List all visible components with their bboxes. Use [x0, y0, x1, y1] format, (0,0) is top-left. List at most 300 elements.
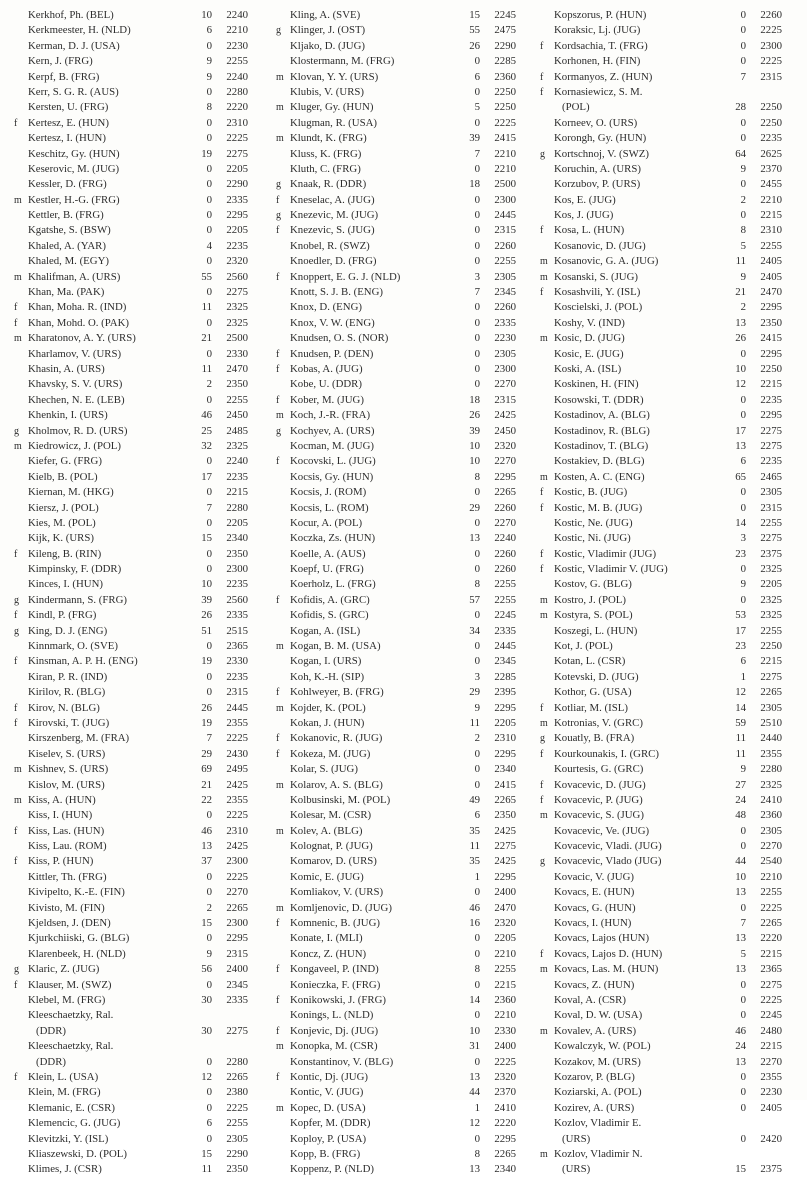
player-name: Konikowski, J. (FRG): [290, 994, 386, 1006]
list-item: [540, 85, 802, 100]
list-item: [540, 177, 802, 192]
games-count: 0: [474, 778, 480, 791]
list-item: [540, 516, 802, 531]
player-name: Kestler, H.-G. (FRG): [28, 193, 120, 206]
player-name: Kerr, S. G. R. (AUS): [28, 85, 119, 98]
list-item: [540, 223, 802, 238]
list-item: [276, 285, 538, 300]
games-count: 0: [740, 24, 746, 37]
list-item: [540, 116, 802, 131]
list-item: [14, 393, 272, 408]
rating-value: 2270: [494, 378, 516, 391]
player-name: Kos, E. (JUG): [554, 193, 616, 206]
list-item: [276, 100, 538, 115]
list-item: [276, 624, 538, 639]
list-item: [276, 562, 538, 577]
games-count: 0: [206, 132, 212, 145]
list-item: [540, 208, 802, 223]
player-name: Koerholz, L. (FRG): [290, 578, 376, 591]
player-name: Kornasiewicz, S. M.: [554, 85, 643, 98]
games-count: 11: [201, 301, 212, 314]
games-count: 9: [740, 270, 746, 283]
title-prefix: m: [540, 471, 548, 483]
rating-value: 2375: [760, 547, 782, 560]
title-prefix: f: [276, 918, 280, 930]
list-item: [540, 931, 802, 946]
games-count: 11: [469, 840, 480, 853]
rating-value: 2315: [226, 947, 248, 960]
rating-value: 2260: [494, 501, 516, 514]
rating-value: 2225: [760, 994, 782, 1006]
rating-value: 2225: [494, 116, 516, 129]
list-item: [14, 577, 272, 592]
player-name: Kiernan, M. (HKG): [28, 486, 114, 499]
list-item: [540, 239, 802, 254]
title-prefix: g: [14, 625, 19, 637]
rating-value: 2320: [494, 439, 516, 452]
title-prefix: m: [540, 810, 548, 822]
player-name: Kettler, B. (FRG): [28, 209, 104, 222]
rating-value: 2365: [226, 640, 248, 653]
games-count: 9: [474, 701, 480, 714]
player-name: Kotliar, M. (ISL): [554, 701, 628, 714]
rating-value: 2345: [226, 978, 248, 991]
title-prefix: m: [14, 333, 22, 345]
rating-value: 2500: [226, 332, 248, 345]
games-count: 13: [735, 932, 746, 945]
rating-value: 2210: [760, 193, 782, 206]
list-item: [276, 300, 538, 315]
title-prefix: f: [540, 564, 544, 576]
player-name: Kern, J. (FRG): [28, 55, 93, 68]
games-count: 12: [735, 686, 746, 699]
games-count: 8: [474, 1147, 480, 1160]
player-name: Konstantinov, V. (BLG): [290, 1055, 394, 1068]
player-name: Kostakiev, D. (BLG): [554, 455, 645, 468]
list-item: [14, 23, 272, 38]
rating-value: 2215: [760, 655, 782, 668]
player-name: Kormanyos, Z. (HUN): [554, 70, 653, 83]
list-item: [276, 439, 538, 454]
title-prefix: f: [540, 86, 544, 98]
rating-value: 2360: [494, 994, 516, 1006]
title-prefix: g: [276, 179, 281, 191]
rating-value: 2325: [760, 778, 782, 791]
list-item: [14, 608, 272, 623]
player-name: Komic, E. (JUG): [290, 870, 364, 883]
games-count: 65: [735, 470, 746, 483]
title-prefix: m: [14, 764, 22, 776]
rating-value: 2255: [494, 578, 516, 591]
list-item: [276, 993, 538, 1008]
list-item: [540, 870, 802, 885]
list-item: [540, 993, 802, 1008]
games-count: 25: [201, 424, 212, 437]
title-prefix: m: [276, 641, 284, 653]
player-name: Kobas, A. (JUG): [290, 362, 363, 375]
title-prefix: f: [276, 733, 280, 745]
games-count: 0: [474, 362, 480, 375]
games-count: 8: [474, 963, 480, 976]
list-item: [14, 562, 272, 577]
player-name: Kosten, A. C. (ENG): [554, 470, 645, 483]
games-count: 0: [206, 516, 212, 529]
player-name: Kostyra, S. (POL): [554, 609, 633, 622]
games-count: 0: [740, 1101, 746, 1114]
list-item: [276, 501, 538, 516]
title-prefix: f: [14, 548, 18, 560]
list-item: [540, 916, 802, 931]
player-name: Knox, V. W. (ENG): [290, 316, 375, 329]
rating-value: 2235: [760, 393, 782, 406]
games-count: 6: [740, 455, 746, 468]
games-count: 0: [740, 486, 746, 499]
games-count: 24: [735, 793, 746, 806]
player-name: Korzubov, P. (URS): [554, 178, 641, 191]
games-count: 0: [740, 178, 746, 191]
games-count: 8: [474, 470, 480, 483]
player-name: (DDR): [36, 1024, 66, 1037]
rating-value: 2625: [760, 147, 782, 160]
player-name: Kling, A. (SVE): [290, 9, 361, 21]
games-count: 0: [474, 747, 480, 760]
player-name: Komliakov, V. (URS): [290, 886, 384, 899]
title-prefix: m: [14, 440, 22, 452]
list-item: [276, 270, 538, 285]
list-item: [540, 670, 802, 685]
rating-value: 2280: [226, 1055, 248, 1068]
rating-value: 2325: [226, 316, 248, 329]
player-name: Knezevic, S. (JUG): [290, 224, 375, 237]
player-name: Kourtesis, G. (GRC): [554, 763, 644, 776]
list-item: [14, 162, 272, 177]
list-item: [540, 439, 802, 454]
player-name: Kovacs, Z. (HUN): [554, 978, 635, 991]
player-name: Korneev, O. (URS): [554, 116, 638, 129]
list-item: [540, 747, 802, 762]
games-count: 7: [206, 501, 212, 514]
rating-value: 2215: [494, 978, 516, 991]
player-name: Kovacevic, D. (JUG): [554, 778, 646, 791]
games-count: 10: [201, 9, 212, 21]
player-name: Kojder, K. (POL): [290, 701, 366, 714]
games-count: 0: [474, 886, 480, 899]
player-name: Kirszenberg, M. (FRA): [28, 732, 130, 745]
player-name: Kobe, U. (DDR): [290, 378, 362, 391]
player-name: Kindermann, S. (FRG): [28, 593, 127, 606]
games-count: 0: [474, 1009, 480, 1022]
list-item: [14, 516, 272, 531]
rating-value: 2275: [760, 532, 782, 545]
title-prefix: f: [540, 702, 544, 714]
rating-value: 2275: [226, 147, 248, 160]
rating-value: 2425: [494, 409, 516, 422]
list-item: [540, 1116, 802, 1131]
games-count: 21: [201, 332, 212, 345]
rating-value: 2315: [760, 70, 782, 83]
rating-value: 2290: [226, 178, 248, 191]
list-item: [276, 778, 538, 793]
rating-value: 2250: [760, 101, 782, 114]
list-item: [276, 639, 538, 654]
player-name: Kovacevic, Vladi. (JUG): [554, 840, 662, 853]
games-count: 13: [735, 316, 746, 329]
player-name: Kocur, A. (POL): [290, 516, 363, 529]
title-prefix: m: [540, 1025, 548, 1037]
list-item: [276, 916, 538, 931]
list-item: [14, 901, 272, 916]
list-item: [276, 962, 538, 977]
games-count: 6: [206, 1117, 212, 1130]
games-count: 46: [201, 824, 212, 837]
rating-value: 2235: [226, 470, 248, 483]
list-item: [276, 762, 538, 777]
list-item: [14, 778, 272, 793]
rating-value: 2265: [226, 901, 248, 914]
player-name: Kofidis, A. (GRC): [290, 593, 370, 606]
list-item: [276, 947, 538, 962]
rating-value: 2405: [760, 270, 782, 283]
player-name: Klovan, Y. Y. (URS): [290, 70, 379, 83]
list-item: [276, 885, 538, 900]
list-item: [276, 547, 538, 562]
games-count: 0: [206, 932, 212, 945]
player-name: Khasin, A. (URS): [28, 362, 105, 375]
list-item: [540, 54, 802, 69]
player-name: Kotevski, D. (JUG): [554, 670, 639, 683]
games-count: 17: [201, 470, 212, 483]
games-count: 3: [474, 670, 480, 683]
games-count: 6: [474, 809, 480, 822]
list-item: [276, 347, 538, 362]
games-count: 6: [740, 655, 746, 668]
player-name: Kohlweyer, B. (FRG): [290, 686, 384, 699]
games-count: 17: [735, 624, 746, 637]
rating-value: 2275: [226, 286, 248, 299]
rating-value: 2340: [494, 1163, 516, 1176]
games-count: 9: [740, 578, 746, 591]
games-count: 0: [740, 1132, 746, 1145]
games-count: 0: [206, 393, 212, 406]
player-name: Kiss, Lau. (ROM): [28, 840, 107, 853]
list-item: [276, 85, 538, 100]
games-count: 12: [201, 1070, 212, 1083]
player-name: Kinnmark, O. (SVE): [28, 640, 118, 653]
games-count: 6: [206, 24, 212, 37]
games-count: 15: [469, 9, 480, 21]
title-prefix: g: [14, 425, 19, 437]
games-count: 0: [206, 455, 212, 468]
games-count: 21: [201, 778, 212, 791]
title-prefix: g: [14, 594, 19, 606]
player-name: Kjurkchiiski, G. (BLG): [28, 932, 130, 945]
list-item: [14, 747, 272, 762]
list-item: [276, 1116, 538, 1131]
rating-value: 2355: [760, 1070, 782, 1083]
player-name: Kostov, G. (BLG): [554, 578, 632, 591]
list-item: [14, 470, 272, 485]
rating-value: 2410: [494, 1101, 516, 1114]
rating-value: 2230: [494, 332, 516, 345]
player-name: Kovacs, G. (HUN): [554, 901, 636, 914]
player-name: Kleeschaetzky, Ral.: [28, 1040, 114, 1053]
list-item: [540, 731, 802, 746]
rating-value: 2425: [226, 840, 248, 853]
games-count: 11: [201, 362, 212, 375]
games-count: 23: [735, 547, 746, 560]
rating-value: 2215: [760, 378, 782, 391]
games-count: 44: [735, 855, 746, 868]
games-count: 0: [474, 563, 480, 576]
player-name: Komljenovic, D. (JUG): [290, 901, 392, 914]
list-item: [14, 978, 272, 993]
player-name: Kosanski, S. (JUG): [554, 270, 638, 283]
list-item: [276, 901, 538, 916]
list-item: [540, 824, 802, 839]
title-prefix: f: [14, 979, 18, 991]
rating-value: 2255: [226, 393, 248, 406]
list-item: [276, 701, 538, 716]
games-count: 10: [735, 870, 746, 883]
player-name: Koczka, Zs. (HUN): [290, 532, 376, 545]
rating-value: 2295: [494, 1132, 516, 1145]
list-item: [540, 701, 802, 716]
player-name: Kostic, B. (JUG): [554, 486, 628, 499]
rating-value: 2215: [760, 209, 782, 222]
games-count: 27: [735, 778, 746, 791]
title-prefix: f: [276, 748, 280, 760]
player-name: Khechen, N. E. (LEB): [28, 393, 125, 406]
player-name: Kothor, G. (USA): [554, 686, 632, 699]
rating-value: 2295: [494, 747, 516, 760]
title-prefix: m: [276, 1041, 284, 1053]
list-item: [14, 377, 272, 392]
player-name: Kielb, B. (POL): [28, 470, 98, 483]
games-count: 26: [469, 409, 480, 422]
games-count: 34: [469, 624, 480, 637]
list-item: [540, 1101, 802, 1116]
games-count: 35: [469, 855, 480, 868]
games-count: 35: [469, 824, 480, 837]
games-count: 0: [474, 193, 480, 206]
list-item: [540, 193, 802, 208]
rating-value: 2290: [494, 39, 516, 52]
player-name: Konopka, M. (CSR): [290, 1040, 378, 1053]
rating-value: 2275: [760, 978, 782, 991]
games-count: 0: [474, 116, 480, 129]
list-item: [540, 654, 802, 669]
player-name: Konate, I. (MLI): [290, 932, 363, 945]
title-prefix: g: [540, 733, 545, 745]
rating-value: 2295: [226, 209, 248, 222]
games-count: 51: [201, 624, 212, 637]
player-name: Kofidis, S. (GRC): [290, 609, 369, 622]
title-prefix: m: [540, 333, 548, 345]
list-item: [540, 1162, 802, 1177]
list-item: [276, 408, 538, 423]
games-count: 9: [740, 763, 746, 776]
list-item: [540, 131, 802, 146]
player-name: Koepf, U. (FRG): [290, 563, 364, 576]
title-prefix: f: [276, 456, 280, 468]
list-item: [276, 1101, 538, 1116]
games-count: 13: [469, 1070, 480, 1083]
games-count: 64: [735, 147, 746, 160]
games-count: 46: [469, 901, 480, 914]
rating-value: 2295: [760, 347, 782, 360]
rating-value: 2470: [494, 901, 516, 914]
player-name: Kovacs, E. (HUN): [554, 886, 635, 899]
player-name: Konieczka, F. (FRG): [290, 978, 381, 991]
list-item: [14, 454, 272, 469]
list-item: [14, 208, 272, 223]
rating-value: 2220: [226, 101, 248, 114]
rating-value: 2450: [226, 409, 248, 422]
title-prefix: f: [14, 1071, 18, 1083]
player-name: Kiersz, J. (POL): [28, 501, 99, 514]
list-item: [14, 1162, 272, 1177]
list-item: [540, 501, 802, 516]
rating-value: 2220: [760, 932, 782, 945]
list-item: [14, 439, 272, 454]
rating-value: 2265: [760, 917, 782, 930]
games-count: 14: [735, 701, 746, 714]
games-count: 0: [206, 178, 212, 191]
list-item: [14, 1132, 272, 1147]
rating-value: 2560: [226, 593, 248, 606]
title-prefix: g: [540, 856, 545, 868]
player-name: Kies, M. (POL): [28, 516, 96, 529]
list-item: [14, 331, 272, 346]
list-item: [540, 901, 802, 916]
player-name: Koshy, V. (IND): [554, 316, 625, 329]
title-prefix: f: [540, 287, 544, 299]
games-count: 0: [206, 978, 212, 991]
list-item: [540, 978, 802, 993]
player-name: Keserovic, M. (JUG): [28, 162, 120, 175]
list-item: [14, 193, 272, 208]
games-count: 9: [206, 947, 212, 960]
player-name: Kleeschaetzky, Ral.: [28, 1009, 114, 1022]
player-name: Korhonen, H. (FIN): [554, 55, 641, 68]
rating-value: 2275: [494, 840, 516, 853]
player-name: Khaled, M. (EGY): [28, 255, 109, 268]
list-item: [14, 639, 272, 654]
rating-value: 2340: [226, 532, 248, 545]
games-count: 0: [740, 1070, 746, 1083]
games-count: 29: [469, 501, 480, 514]
rating-value: 2305: [494, 270, 516, 283]
player-name: Kocovski, L. (JUG): [290, 455, 376, 468]
rating-value: 2305: [760, 824, 782, 837]
player-name: Kogan, I. (URS): [290, 655, 362, 668]
list-item: [276, 1132, 538, 1147]
games-count: 14: [735, 516, 746, 529]
list-item: [14, 223, 272, 238]
list-item: [14, 85, 272, 100]
player-name: Kourkounakis, I. (GRC): [554, 747, 659, 760]
list-item: [540, 808, 802, 823]
list-item: [14, 254, 272, 269]
rating-value: 2365: [760, 963, 782, 976]
games-count: 0: [474, 1055, 480, 1068]
player-name: Kostadinov, A. (BLG): [554, 409, 650, 422]
player-name: Kosa, L. (HUN): [554, 224, 625, 237]
list-item: [14, 485, 272, 500]
list-item: [276, 531, 538, 546]
list-item: [276, 978, 538, 993]
list-item: [540, 300, 802, 315]
